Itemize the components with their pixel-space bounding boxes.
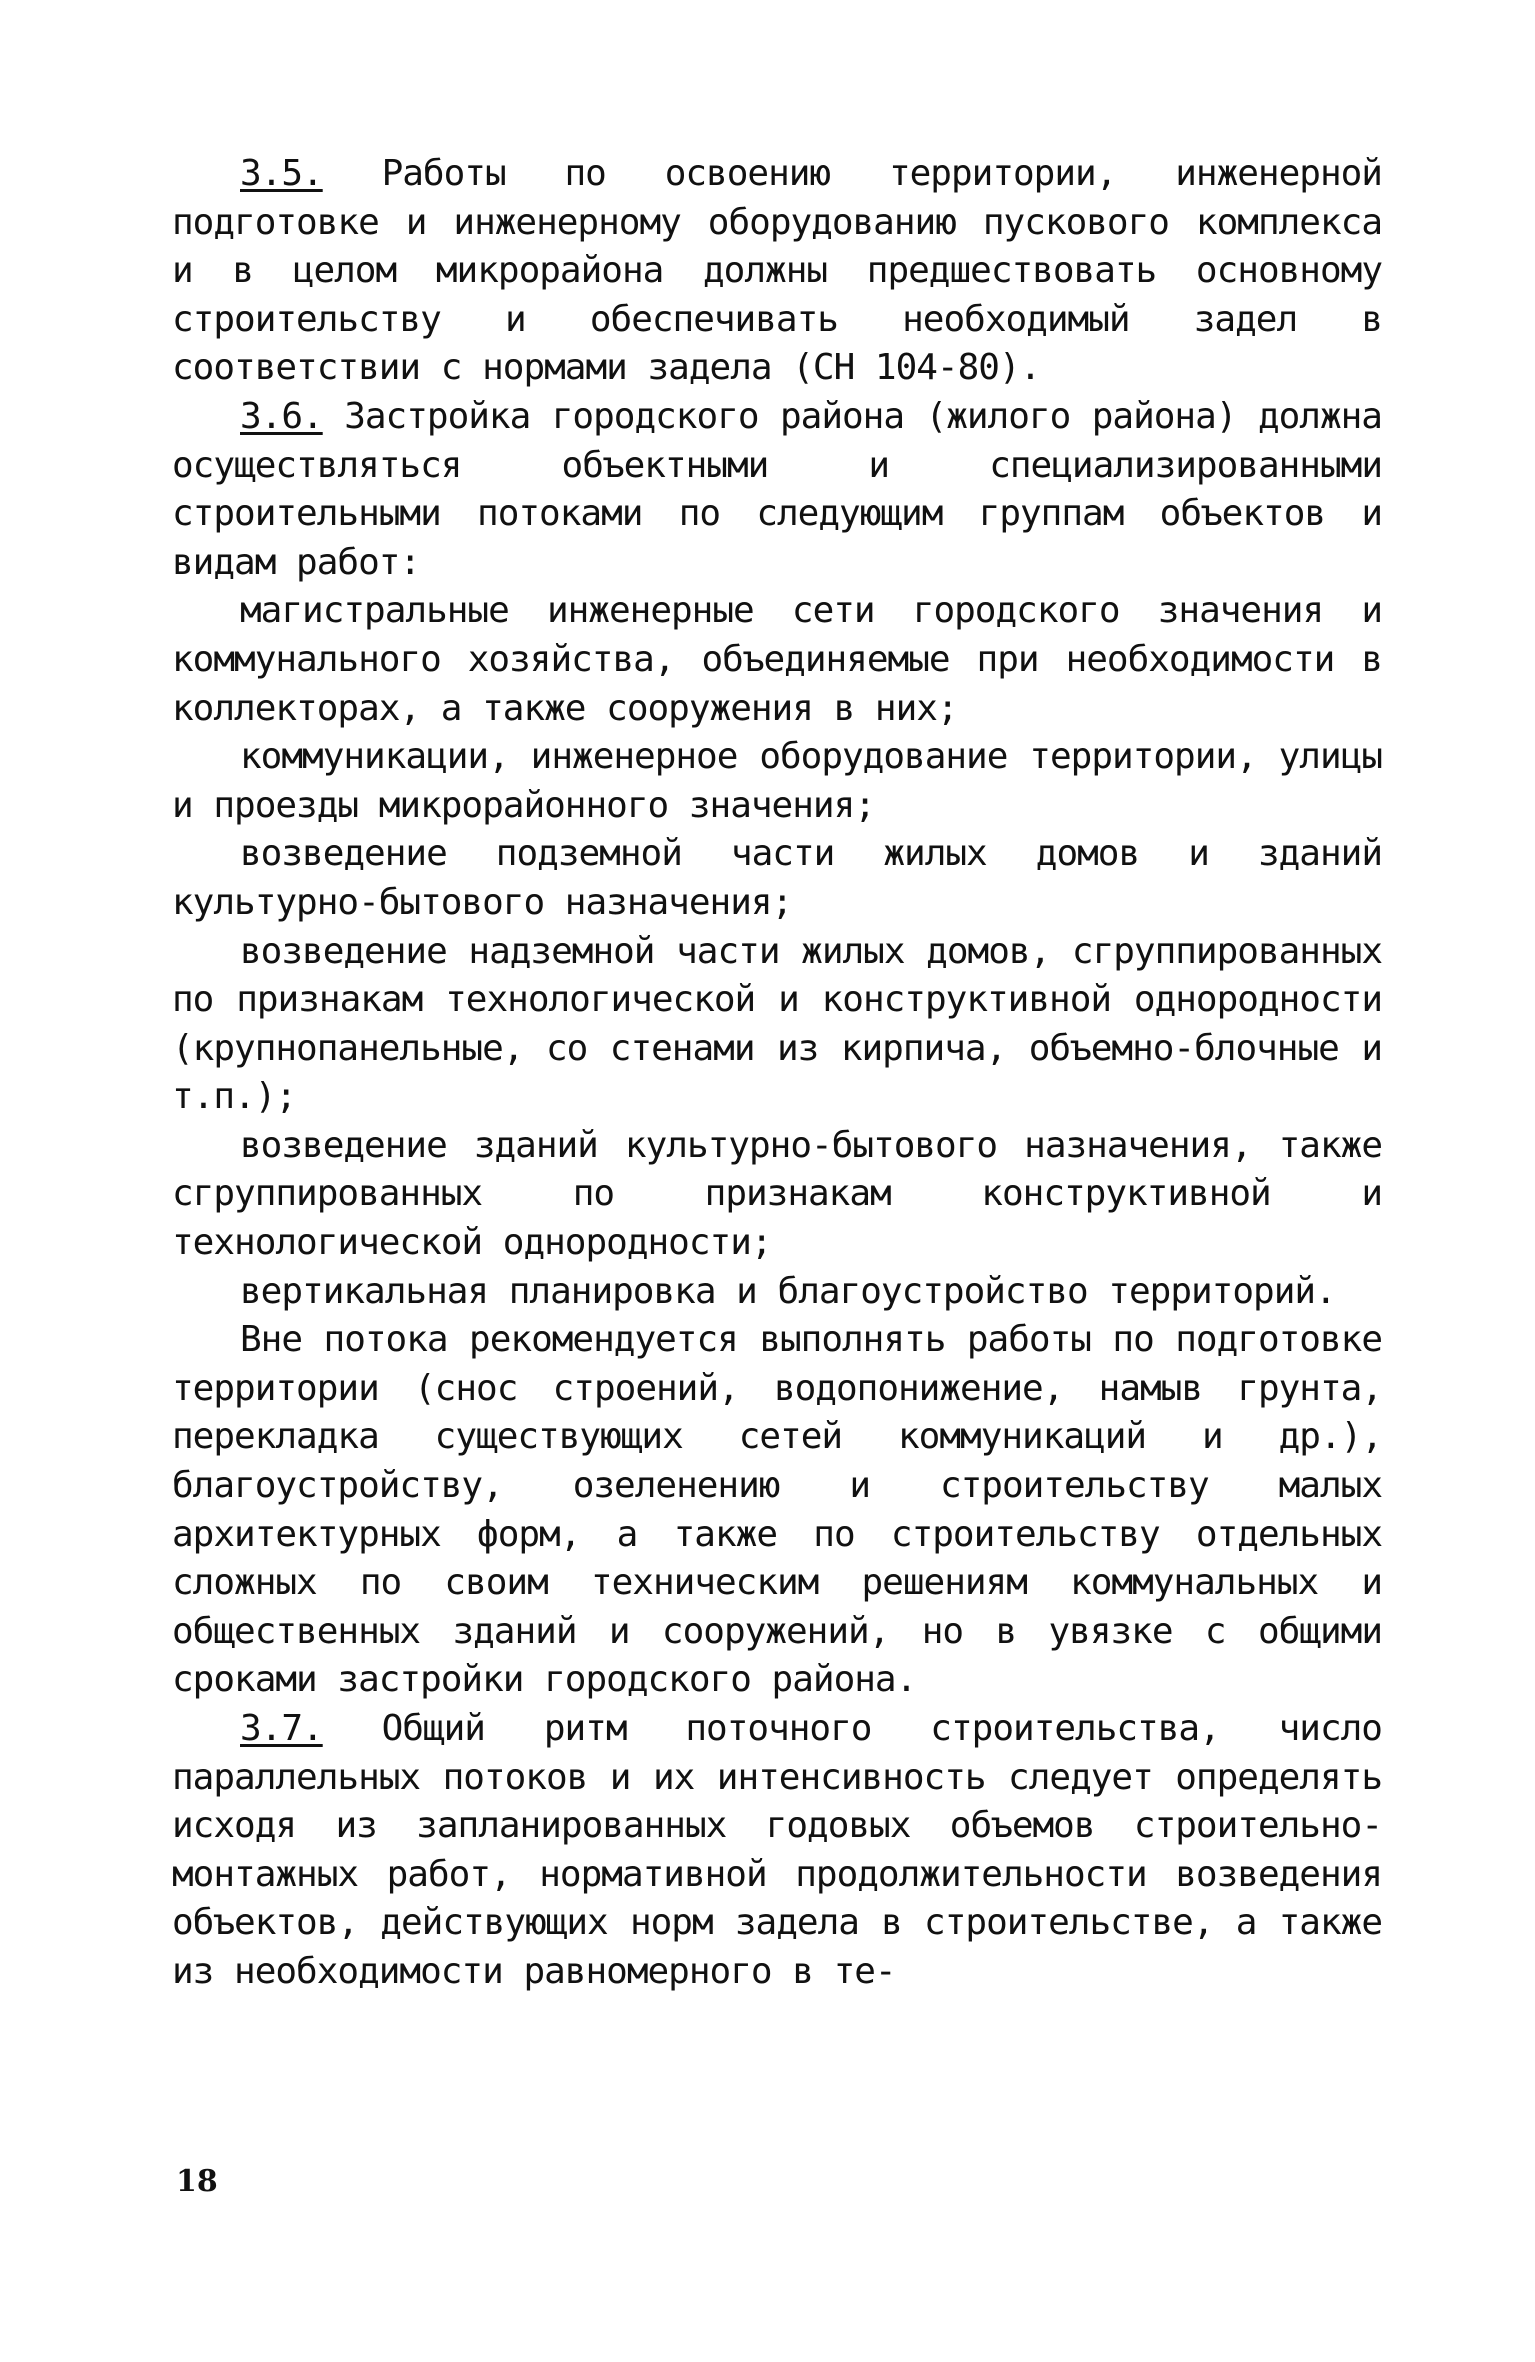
list-item: возведение подземной части жилых домов и зданий культурно-бытового назначения; — [172, 833, 1382, 923]
paragraph-text: Общий ритм поточного строительства, число параллельных потоков и их интенсивность следует определять исходя из запланированных годовых объемов строительно-монтажных работ, нормативной продолжительности возведения объектов, действующих норм задела в строительстве, а также из необходимости равномерного в те- — [172, 1708, 1382, 1992]
list-item: вертикальная планировка и благоустройство территорий. — [240, 1270, 1336, 1312]
list-item: коммуникации, инженерное оборудование территории, улицы и проезды микрорайонного значения; — [172, 736, 1382, 826]
list-item: магистральные инженерные сети городского значения и коммунального хозяйства, объединяемые при необходимости в коллекторах, а также сооружения в них; — [172, 590, 1382, 729]
paragraph-number: 3.6. — [240, 395, 323, 437]
paragraph-text: Застройка городского района (жилого района) должна осуществляться объектными и специализированными строительными потоками по следующим группам объектов и видам работ: — [172, 395, 1382, 583]
paragraph-text: Работы по освоению территории, инженерной подготовке и инженерному оборудованию пускового комплекса и в целом микрорайона должны предшествовать основному строительству и обеспечивать необходимый задел в соответствии с нормами задела (СН 104-80). — [172, 153, 1382, 389]
paragraph-3-7 — [172, 1705, 1382, 1997]
paragraph-number: 3.7. — [240, 1708, 323, 1749]
paragraph-3-5 — [172, 150, 1382, 393]
document-body — [172, 150, 1382, 1997]
paragraph-number: 3.5. — [240, 153, 323, 194]
page-number: 18 — [176, 2164, 218, 2199]
list-item: возведение зданий культурно-бытового назначения, также сгруппированных по признакам конструктивной и технологической однородности; — [172, 1124, 1382, 1264]
list-item: возведение надземной части жилых домов, сгруппированных по признакам технологической и конструктивной однородности (крупнопанельные, со стенами из кирпича, объемно-блочные и т.п.); — [172, 930, 1382, 1118]
outside-flow-paragraph: Вне потока рекомендуется выполнять работы по подготовке территории (снос строений, водопонижение, намыв грунта, перекладка существующих сетей коммуникаций и др.), благоустройству, озеленению и строительству малых архитектурных форм, а также по строительству отдельных сложных по своим техническим решениям коммунальных и общественных зданий и сооружений, но в увязке с общими сроками застройки городского района. — [172, 1319, 1382, 1701]
paragraph-3-6 — [172, 393, 1382, 587]
